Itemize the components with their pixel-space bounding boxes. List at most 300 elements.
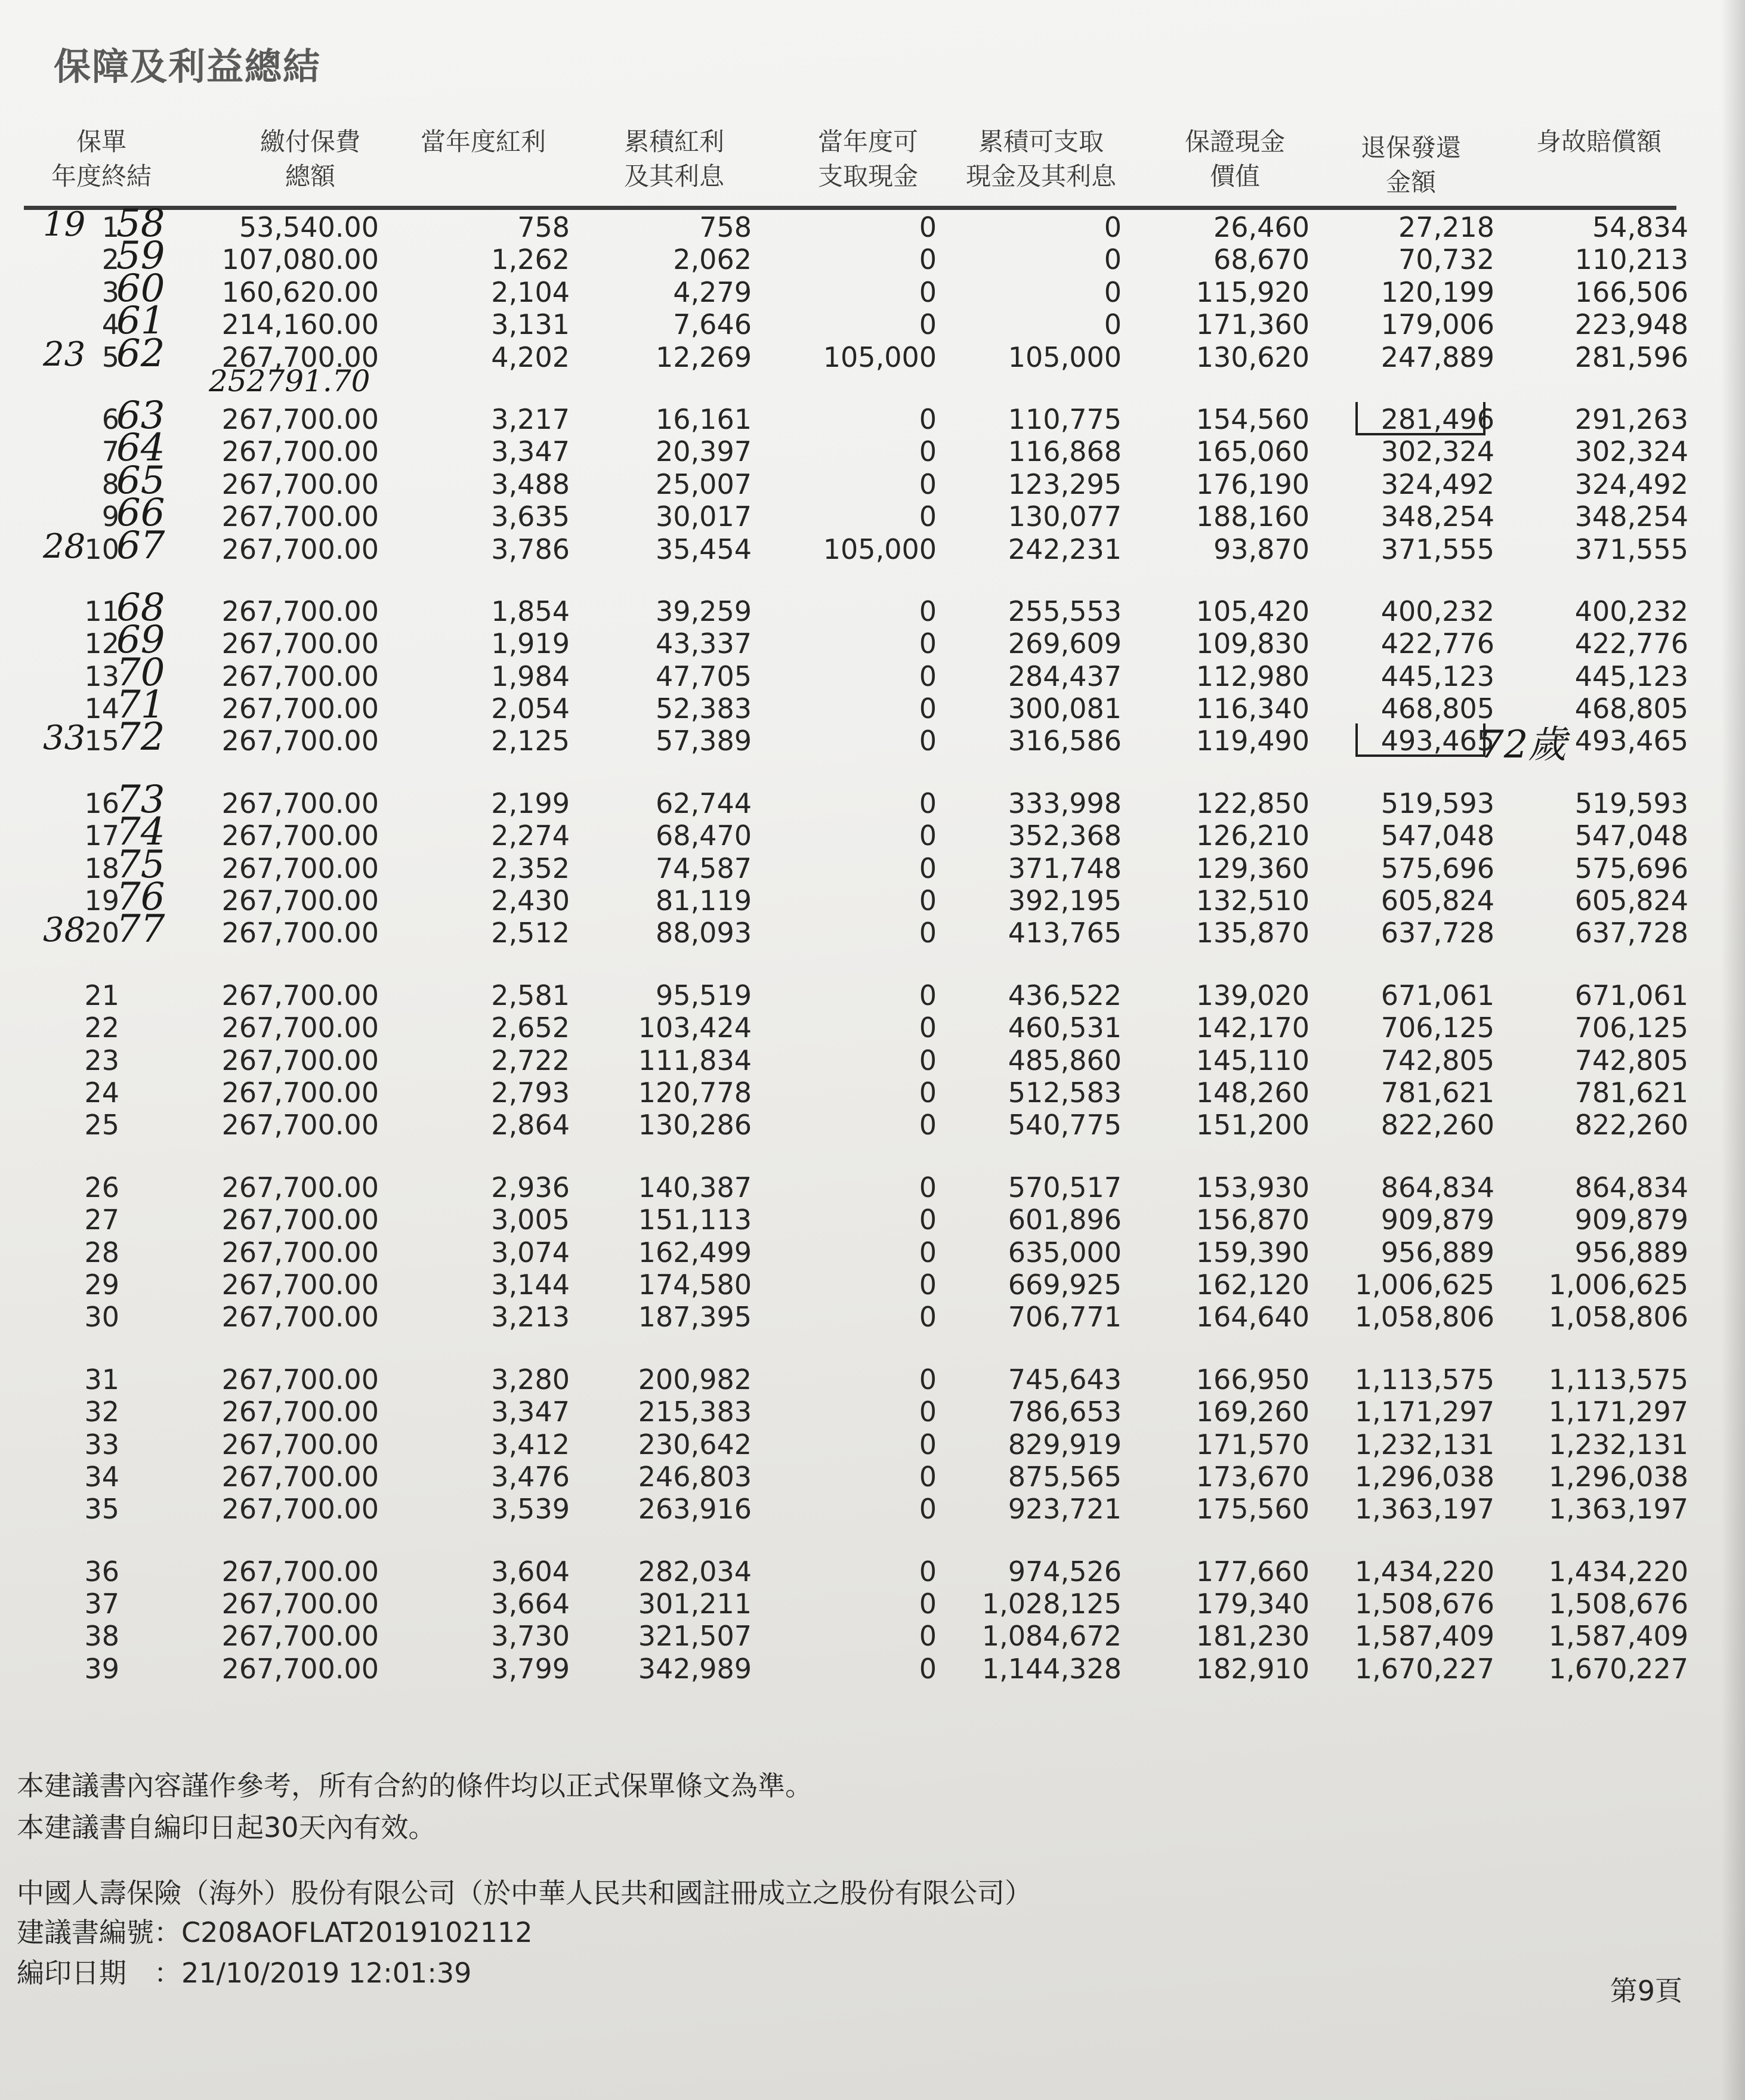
cell-total-premium: 267,700.00 bbox=[221, 1652, 379, 1685]
cell-total-premium: 267,700.00 bbox=[221, 403, 379, 435]
handwritten-age: 71 bbox=[116, 683, 165, 728]
cell-accum-cash: 105,000 bbox=[1008, 341, 1122, 373]
cell-death-benefit: 1,508,676 bbox=[1548, 1588, 1688, 1620]
table-row bbox=[24, 1428, 1688, 1461]
table-row bbox=[24, 435, 1688, 468]
cell-guaranteed-cash-value: 145,110 bbox=[1196, 1044, 1309, 1077]
cell-total-premium: 267,700.00 bbox=[221, 1301, 379, 1334]
header-accum-cash: 累積可支取 現金及其利息 bbox=[965, 127, 1116, 191]
cell-accum-bonus: 130,286 bbox=[638, 1109, 752, 1142]
cell-total-premium: 267,700.00 bbox=[221, 1460, 379, 1493]
cell-accum-bonus: 758 bbox=[699, 211, 752, 243]
handwritten-age: 59 bbox=[116, 234, 165, 279]
cell-policy-year: 8 bbox=[101, 468, 119, 500]
cell-surrender-value: 575,696 bbox=[1380, 852, 1494, 884]
cell-surrender-value: 519,593 bbox=[1380, 787, 1494, 819]
handwritten-age: 60 bbox=[116, 266, 165, 311]
cell-policy-year: 3 bbox=[101, 276, 119, 308]
cell-accum-cash: 923,721 bbox=[1008, 1493, 1122, 1526]
cell-policy-year: 7 bbox=[101, 435, 119, 468]
cell-death-benefit: 110,213 bbox=[1574, 243, 1688, 276]
cell-annual-bonus: 1,984 bbox=[491, 660, 570, 692]
cell-guaranteed-cash-value: 159,390 bbox=[1196, 1236, 1309, 1269]
cell-accum-cash: 371,748 bbox=[1008, 852, 1122, 884]
header-policy-year: 保單 年度終結 bbox=[51, 127, 152, 191]
cell-death-benefit: 637,728 bbox=[1574, 917, 1688, 950]
cell-guaranteed-cash-value: 171,570 bbox=[1196, 1428, 1309, 1461]
page-edge-shadow bbox=[1721, 0, 1745, 2100]
cell-death-benefit: 166,506 bbox=[1574, 276, 1688, 308]
cell-surrender-value: 822,260 bbox=[1380, 1109, 1494, 1142]
cell-annual-cash: 0 bbox=[919, 1363, 937, 1396]
cell-annual-bonus: 1,854 bbox=[491, 595, 570, 627]
cell-surrender-value: 1,508,676 bbox=[1354, 1588, 1494, 1620]
handwritten-mark: 33 bbox=[43, 719, 86, 758]
cell-annual-cash: 0 bbox=[919, 243, 937, 276]
cell-policy-year: 22 bbox=[84, 1012, 119, 1044]
cell-annual-bonus: 2,125 bbox=[491, 725, 570, 757]
cell-total-premium: 267,700.00 bbox=[221, 533, 379, 565]
cell-accum-cash: 1,144,328 bbox=[981, 1652, 1122, 1685]
table-row bbox=[24, 595, 1688, 627]
cell-death-benefit: 547,048 bbox=[1574, 819, 1688, 852]
cell-accum-cash: 0 bbox=[1104, 243, 1122, 276]
cell-surrender-value: 324,492 bbox=[1380, 468, 1494, 500]
cell-annual-cash: 0 bbox=[919, 500, 937, 533]
cell-annual-bonus: 3,347 bbox=[491, 1396, 570, 1428]
cell-guaranteed-cash-value: 162,120 bbox=[1196, 1268, 1309, 1301]
cell-death-benefit: 1,058,806 bbox=[1548, 1301, 1688, 1334]
cell-policy-year: 27 bbox=[84, 1204, 119, 1236]
handwritten-mark: 38 bbox=[43, 911, 86, 950]
cell-death-benefit: 1,006,625 bbox=[1548, 1268, 1688, 1301]
cell-death-benefit: 422,776 bbox=[1574, 627, 1688, 660]
cell-accum-bonus: 2,062 bbox=[673, 243, 752, 276]
cell-guaranteed-cash-value: 105,420 bbox=[1196, 595, 1309, 627]
cell-accum-cash: 669,925 bbox=[1008, 1268, 1122, 1301]
cell-total-premium: 160,620.00 bbox=[221, 276, 379, 308]
row-group bbox=[24, 211, 1688, 373]
handwritten-age: 58 bbox=[116, 202, 165, 246]
cell-guaranteed-cash-value: 130,620 bbox=[1196, 341, 1309, 373]
table-header bbox=[24, 122, 1676, 210]
cell-death-benefit: 605,824 bbox=[1574, 884, 1688, 917]
cell-death-benefit: 864,834 bbox=[1574, 1171, 1688, 1204]
cell-guaranteed-cash-value: 165,060 bbox=[1196, 435, 1309, 468]
cell-accum-bonus: 321,507 bbox=[638, 1620, 752, 1653]
cell-policy-year: 24 bbox=[84, 1076, 119, 1109]
cell-accum-cash: 316,586 bbox=[1008, 725, 1122, 757]
cell-annual-cash: 0 bbox=[919, 787, 937, 819]
cell-surrender-value: 706,125 bbox=[1380, 1012, 1494, 1044]
cell-annual-cash: 0 bbox=[919, 1555, 937, 1588]
cell-accum-cash: 110,775 bbox=[1008, 403, 1122, 435]
handwritten-age: 73 bbox=[116, 777, 165, 822]
print-date: 21/10/2019 12:01:39 bbox=[181, 1957, 472, 1989]
cell-surrender-value: 605,824 bbox=[1380, 884, 1494, 917]
cell-accum-bonus: 246,803 bbox=[638, 1460, 752, 1493]
cell-surrender-value: 468,805 bbox=[1380, 692, 1494, 725]
cell-guaranteed-cash-value: 112,980 bbox=[1196, 660, 1309, 692]
cell-surrender-value: 247,889 bbox=[1380, 341, 1494, 373]
cell-surrender-value: 671,061 bbox=[1380, 979, 1494, 1012]
cell-death-benefit: 493,465 bbox=[1574, 725, 1688, 757]
handwritten-mark: 23 bbox=[43, 335, 86, 374]
cell-death-benefit: 1,363,197 bbox=[1548, 1493, 1688, 1526]
cell-guaranteed-cash-value: 26,460 bbox=[1213, 211, 1309, 243]
table-row bbox=[24, 1588, 1688, 1620]
table-row bbox=[24, 1555, 1688, 1588]
cell-annual-cash: 0 bbox=[919, 1204, 937, 1236]
table-row bbox=[24, 1236, 1688, 1269]
cell-surrender-value: 400,232 bbox=[1380, 595, 1494, 627]
cell-annual-cash: 0 bbox=[919, 1460, 937, 1493]
cell-accum-bonus: 74,587 bbox=[656, 852, 752, 884]
table-row bbox=[24, 1652, 1688, 1685]
cell-annual-cash: 0 bbox=[919, 1428, 937, 1461]
cell-annual-bonus: 3,280 bbox=[491, 1363, 570, 1396]
cell-annual-bonus: 4,202 bbox=[491, 341, 570, 373]
cell-annual-bonus: 2,652 bbox=[491, 1012, 570, 1044]
cell-policy-year: 34 bbox=[84, 1460, 119, 1493]
cell-surrender-value: 909,879 bbox=[1380, 1204, 1494, 1236]
cell-accum-bonus: 151,113 bbox=[638, 1204, 752, 1236]
cell-death-benefit: 1,232,131 bbox=[1548, 1428, 1688, 1461]
cell-total-premium: 267,700.00 bbox=[221, 787, 379, 819]
cell-annual-bonus: 3,799 bbox=[491, 1652, 570, 1685]
cell-total-premium: 267,700.00 bbox=[221, 1044, 379, 1077]
cell-total-premium: 267,700.00 bbox=[221, 1588, 379, 1620]
table-row bbox=[24, 211, 1688, 243]
cell-accum-cash: 540,775 bbox=[1008, 1109, 1122, 1142]
cell-total-premium: 267,700.00 bbox=[221, 1363, 379, 1396]
cell-annual-cash: 0 bbox=[919, 1652, 937, 1685]
cell-death-benefit: 1,434,220 bbox=[1548, 1555, 1688, 1588]
cell-accum-bonus: 120,778 bbox=[638, 1076, 752, 1109]
cell-policy-year: 33 bbox=[84, 1428, 119, 1461]
cell-total-premium: 267,700.00 bbox=[221, 435, 379, 468]
cell-policy-year: 23 bbox=[84, 1044, 119, 1077]
cell-death-benefit: 291,263 bbox=[1574, 403, 1688, 435]
cell-annual-cash: 0 bbox=[919, 1396, 937, 1428]
cell-accum-bonus: 7,646 bbox=[673, 308, 752, 341]
cell-guaranteed-cash-value: 115,920 bbox=[1196, 276, 1309, 308]
table-row bbox=[24, 1396, 1688, 1428]
cell-accum-bonus: 162,499 bbox=[638, 1236, 752, 1269]
cell-accum-cash: 130,077 bbox=[1008, 500, 1122, 533]
table-row bbox=[24, 1268, 1688, 1301]
cell-surrender-value: 1,587,409 bbox=[1354, 1620, 1494, 1653]
table-row bbox=[24, 1076, 1688, 1109]
cell-accum-cash: 786,653 bbox=[1008, 1396, 1122, 1428]
table-row bbox=[24, 787, 1688, 819]
cell-policy-year: 31 bbox=[84, 1363, 119, 1396]
table-row bbox=[24, 1204, 1688, 1236]
cell-death-benefit: 324,492 bbox=[1574, 468, 1688, 500]
cell-guaranteed-cash-value: 126,210 bbox=[1196, 819, 1309, 852]
cell-total-premium: 267,700.00 bbox=[221, 1012, 379, 1044]
cell-annual-cash: 0 bbox=[919, 1012, 937, 1044]
cell-total-premium: 267,700.00 bbox=[221, 500, 379, 533]
cell-guaranteed-cash-value: 129,360 bbox=[1196, 852, 1309, 884]
cell-accum-bonus: 12,269 bbox=[656, 341, 752, 373]
handwritten-age: 76 bbox=[116, 875, 165, 920]
cell-policy-year: 18 bbox=[84, 852, 119, 884]
cell-policy-year: 17 bbox=[84, 819, 119, 852]
cell-death-benefit: 400,232 bbox=[1574, 595, 1688, 627]
cell-total-premium: 267,700.00 bbox=[221, 884, 379, 917]
cell-surrender-value: 781,621 bbox=[1380, 1076, 1494, 1109]
row-group bbox=[24, 787, 1688, 950]
cell-guaranteed-cash-value: 182,910 bbox=[1196, 1652, 1309, 1685]
table-row bbox=[24, 276, 1688, 308]
cell-surrender-value: 348,254 bbox=[1380, 500, 1494, 533]
disclaimer-line-2: 本建議書自編印日起30天內有效。 bbox=[17, 1811, 436, 1844]
table-row bbox=[24, 1363, 1688, 1396]
handwritten-age: 66 bbox=[116, 491, 165, 536]
table-row bbox=[24, 660, 1688, 692]
cell-annual-bonus: 3,539 bbox=[491, 1493, 570, 1526]
cell-policy-year: 5 bbox=[101, 341, 119, 373]
cell-guaranteed-cash-value: 177,660 bbox=[1196, 1555, 1309, 1588]
cell-guaranteed-cash-value: 164,640 bbox=[1196, 1301, 1309, 1334]
cell-guaranteed-cash-value: 139,020 bbox=[1196, 979, 1309, 1012]
cell-policy-year: 20 bbox=[84, 917, 119, 950]
row-group bbox=[24, 1171, 1688, 1334]
cell-surrender-value: 1,113,575 bbox=[1354, 1363, 1494, 1396]
cell-death-benefit: 575,696 bbox=[1574, 852, 1688, 884]
cell-accum-cash: 352,368 bbox=[1008, 819, 1122, 852]
cell-total-premium: 267,700.00 bbox=[221, 1076, 379, 1109]
cell-annual-bonus: 3,131 bbox=[491, 308, 570, 341]
cell-total-premium: 53,540.00 bbox=[239, 211, 379, 243]
cell-annual-cash: 0 bbox=[919, 1493, 937, 1526]
cell-annual-bonus: 3,730 bbox=[491, 1620, 570, 1653]
print-date-line bbox=[17, 1951, 471, 1991]
cell-annual-bonus: 3,604 bbox=[491, 1555, 570, 1588]
cell-annual-bonus: 3,786 bbox=[491, 533, 570, 565]
cell-accum-bonus: 103,424 bbox=[638, 1012, 752, 1044]
cell-accum-bonus: 62,744 bbox=[656, 787, 752, 819]
cell-annual-cash: 0 bbox=[919, 884, 937, 917]
cell-annual-cash: 0 bbox=[919, 308, 937, 341]
cell-annual-cash: 0 bbox=[919, 276, 937, 308]
cell-total-premium: 267,700.00 bbox=[221, 1204, 379, 1236]
cell-guaranteed-cash-value: 109,830 bbox=[1196, 627, 1309, 660]
cell-annual-cash: 0 bbox=[919, 435, 937, 468]
page-title: 保障及利益總結 bbox=[54, 45, 322, 88]
cell-death-benefit: 348,254 bbox=[1574, 500, 1688, 533]
cell-accum-bonus: 20,397 bbox=[656, 435, 752, 468]
cell-accum-cash: 284,437 bbox=[1008, 660, 1122, 692]
cell-surrender-value: 637,728 bbox=[1380, 917, 1494, 950]
cell-total-premium: 267,700.00 bbox=[221, 1555, 379, 1588]
handwritten-age: 70 bbox=[116, 650, 165, 695]
cell-annual-cash: 0 bbox=[919, 660, 937, 692]
cell-guaranteed-cash-value: 156,870 bbox=[1196, 1204, 1309, 1236]
cell-death-benefit: 468,805 bbox=[1574, 692, 1688, 725]
cell-surrender-value: 179,006 bbox=[1380, 308, 1494, 341]
print-date-label: 編印日期 ： bbox=[17, 1957, 181, 1989]
handwritten-box bbox=[1355, 402, 1485, 435]
cell-accum-cash: 601,896 bbox=[1008, 1204, 1122, 1236]
cell-policy-year: 1 bbox=[101, 211, 119, 243]
cell-guaranteed-cash-value: 135,870 bbox=[1196, 917, 1309, 950]
cell-surrender-value: 27,218 bbox=[1398, 211, 1494, 243]
cell-surrender-value: 1,670,227 bbox=[1354, 1652, 1494, 1685]
cell-death-benefit: 1,296,038 bbox=[1548, 1460, 1688, 1493]
header-death-benefit: 身故賠償額 bbox=[1536, 127, 1661, 156]
cell-guaranteed-cash-value: 169,260 bbox=[1196, 1396, 1309, 1428]
cell-accum-cash: 116,868 bbox=[1008, 435, 1122, 468]
cell-annual-bonus: 1,919 bbox=[491, 627, 570, 660]
company-name: 中國人壽保險（海外）股份有限公司（於中華人民共和國註冊成立之股份有限公司） bbox=[17, 1877, 1032, 1909]
header-guaranteed-cash-value: 保證現金 價值 bbox=[1184, 127, 1285, 191]
cell-guaranteed-cash-value: 119,490 bbox=[1196, 725, 1309, 757]
cell-annual-bonus: 2,054 bbox=[491, 692, 570, 725]
cell-policy-year: 29 bbox=[84, 1268, 119, 1301]
table-row bbox=[24, 852, 1688, 884]
cell-annual-cash: 105,000 bbox=[823, 341, 937, 373]
cell-annual-cash: 0 bbox=[919, 403, 937, 435]
cell-death-benefit: 519,593 bbox=[1574, 787, 1688, 819]
cell-death-benefit: 1,171,297 bbox=[1548, 1396, 1688, 1428]
handwritten-age: 68 bbox=[116, 585, 165, 630]
cell-death-benefit: 302,324 bbox=[1574, 435, 1688, 468]
cell-guaranteed-cash-value: 154,560 bbox=[1196, 403, 1309, 435]
handwritten-age: 77 bbox=[116, 907, 165, 952]
cell-annual-cash: 0 bbox=[919, 468, 937, 500]
cell-death-benefit: 909,879 bbox=[1574, 1204, 1688, 1236]
cell-accum-bonus: 342,989 bbox=[638, 1652, 752, 1685]
cell-accum-bonus: 57,389 bbox=[656, 725, 752, 757]
cell-policy-year: 21 bbox=[84, 979, 119, 1012]
cell-accum-cash: 413,765 bbox=[1008, 917, 1122, 950]
cell-accum-bonus: 39,259 bbox=[656, 595, 752, 627]
cell-annual-cash: 0 bbox=[919, 725, 937, 757]
cell-accum-bonus: 111,834 bbox=[638, 1044, 752, 1077]
cell-policy-year: 10 bbox=[84, 533, 119, 565]
cell-annual-cash: 0 bbox=[919, 692, 937, 725]
cell-accum-bonus: 4,279 bbox=[673, 276, 752, 308]
cell-annual-bonus: 2,581 bbox=[491, 979, 570, 1012]
cell-annual-bonus: 3,412 bbox=[491, 1428, 570, 1461]
cell-accum-cash: 706,771 bbox=[1008, 1301, 1122, 1334]
table-row bbox=[24, 500, 1688, 533]
handwritten-age: 67 bbox=[116, 523, 165, 568]
cell-policy-year: 28 bbox=[84, 1236, 119, 1269]
cell-death-benefit: 822,260 bbox=[1574, 1109, 1688, 1142]
cell-total-premium: 267,700.00 bbox=[221, 692, 379, 725]
cell-accum-bonus: 47,705 bbox=[656, 660, 752, 692]
cell-accum-cash: 635,000 bbox=[1008, 1236, 1122, 1269]
proposal-number-label: 建議書編號： bbox=[17, 1916, 181, 1949]
cell-death-benefit: 671,061 bbox=[1574, 979, 1688, 1012]
cell-annual-bonus: 3,217 bbox=[491, 403, 570, 435]
cell-annual-cash: 0 bbox=[919, 595, 937, 627]
cell-annual-cash: 0 bbox=[919, 1268, 937, 1301]
cell-annual-bonus: 2,793 bbox=[491, 1076, 570, 1109]
cell-accum-bonus: 88,093 bbox=[656, 917, 752, 950]
cell-policy-year: 25 bbox=[84, 1109, 119, 1142]
cell-total-premium: 267,700.00 bbox=[221, 1236, 379, 1269]
cell-accum-bonus: 35,454 bbox=[656, 533, 752, 565]
cell-annual-bonus: 3,476 bbox=[491, 1460, 570, 1493]
cell-guaranteed-cash-value: 93,870 bbox=[1213, 533, 1309, 565]
cell-policy-year: 14 bbox=[84, 692, 119, 725]
cell-surrender-value: 281,496 bbox=[1380, 403, 1494, 435]
handwritten-age: 69 bbox=[116, 618, 165, 663]
cell-accum-cash: 829,919 bbox=[1008, 1428, 1122, 1461]
handwritten-age: 63 bbox=[116, 393, 165, 438]
cell-accum-bonus: 16,161 bbox=[656, 403, 752, 435]
cell-surrender-value: 864,834 bbox=[1380, 1171, 1494, 1204]
cell-death-benefit: 281,596 bbox=[1574, 341, 1688, 373]
cell-policy-year: 15 bbox=[84, 725, 119, 757]
cell-annual-bonus: 2,199 bbox=[491, 787, 570, 819]
cell-surrender-value: 1,296,038 bbox=[1354, 1460, 1494, 1493]
cell-annual-bonus: 2,352 bbox=[491, 852, 570, 884]
cell-annual-bonus: 3,635 bbox=[491, 500, 570, 533]
table-row bbox=[24, 884, 1688, 917]
cell-accum-cash: 974,526 bbox=[1008, 1555, 1122, 1588]
cell-policy-year: 2 bbox=[101, 243, 119, 276]
cell-policy-year: 13 bbox=[84, 660, 119, 692]
cell-annual-bonus: 3,005 bbox=[491, 1204, 570, 1236]
table-row bbox=[24, 1044, 1688, 1077]
cell-annual-cash: 0 bbox=[919, 917, 937, 950]
cell-guaranteed-cash-value: 166,950 bbox=[1196, 1363, 1309, 1396]
cell-annual-cash: 0 bbox=[919, 1588, 937, 1620]
handwritten-age: 74 bbox=[116, 810, 165, 855]
cell-accum-cash: 0 bbox=[1104, 276, 1122, 308]
cell-death-benefit: 1,113,575 bbox=[1548, 1363, 1688, 1396]
table-row bbox=[24, 1301, 1688, 1334]
cell-policy-year: 39 bbox=[84, 1652, 119, 1685]
row-group bbox=[24, 1555, 1688, 1685]
cell-annual-cash: 0 bbox=[919, 627, 937, 660]
cell-death-benefit: 371,555 bbox=[1574, 533, 1688, 565]
cell-accum-cash: 333,998 bbox=[1008, 787, 1122, 819]
cell-death-benefit: 54,834 bbox=[1592, 211, 1688, 243]
cell-annual-bonus: 2,722 bbox=[491, 1044, 570, 1077]
cell-policy-year: 4 bbox=[101, 308, 119, 341]
cell-guaranteed-cash-value: 188,160 bbox=[1196, 500, 1309, 533]
table-row bbox=[24, 533, 1688, 565]
cell-death-benefit: 1,670,227 bbox=[1548, 1652, 1688, 1685]
cell-total-premium: 267,700.00 bbox=[221, 468, 379, 500]
cell-death-benefit: 1,587,409 bbox=[1548, 1620, 1688, 1653]
cell-policy-year: 26 bbox=[84, 1171, 119, 1204]
cell-accum-bonus: 30,017 bbox=[656, 500, 752, 533]
table-row bbox=[24, 1109, 1688, 1142]
table-row bbox=[24, 1493, 1688, 1526]
table-row bbox=[24, 819, 1688, 852]
cell-accum-cash: 875,565 bbox=[1008, 1460, 1122, 1493]
cell-accum-cash: 460,531 bbox=[1008, 1012, 1122, 1044]
cell-annual-bonus: 1,262 bbox=[491, 243, 570, 276]
header-annual-bonus: 當年度紅利 bbox=[420, 127, 546, 156]
cell-annual-bonus: 2,430 bbox=[491, 884, 570, 917]
cell-policy-year: 36 bbox=[84, 1555, 119, 1588]
cell-annual-bonus: 2,936 bbox=[491, 1171, 570, 1204]
cell-policy-year: 32 bbox=[84, 1396, 119, 1428]
cell-policy-year: 6 bbox=[101, 403, 119, 435]
header-total-premium: 繳付保費 總額 bbox=[260, 127, 360, 191]
cell-annual-bonus: 2,274 bbox=[491, 819, 570, 852]
cell-policy-year: 11 bbox=[84, 595, 119, 627]
cell-accum-cash: 436,522 bbox=[1008, 979, 1122, 1012]
